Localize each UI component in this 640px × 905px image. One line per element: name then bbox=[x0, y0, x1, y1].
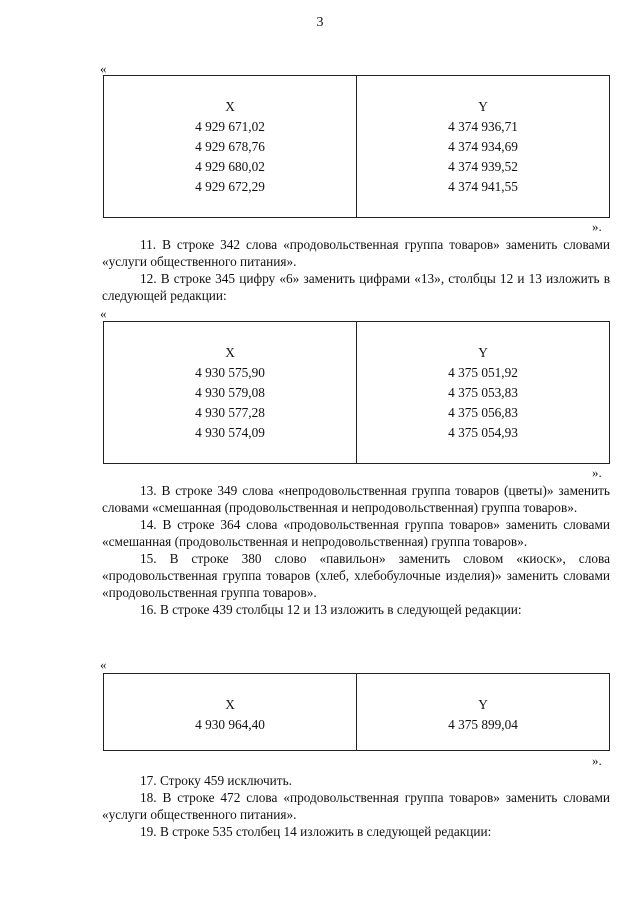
paragraph-16: 16. В строке 439 столбцы 12 и 13 изложить в следующей редакции: bbox=[140, 602, 522, 617]
x-header: X bbox=[225, 99, 235, 114]
paragraph-17: 17. Строку 459 исключить. bbox=[140, 773, 292, 788]
y-header: Y bbox=[478, 99, 488, 114]
x-value: 4 929 680,02 bbox=[195, 159, 265, 174]
x-header: X bbox=[225, 697, 235, 712]
paragraph-14: 14. В строке 364 слова «продовольственная группа товаров» заменить словами «смешанная (продовольственная и непродовольственная) группа товаров». bbox=[102, 517, 610, 549]
y-value: 4 375 053,83 bbox=[448, 385, 518, 400]
x-column bbox=[104, 674, 357, 751]
coordinates-table bbox=[103, 321, 610, 464]
paragraph-11-block bbox=[102, 236, 610, 304]
paragraph-13: 13. В строке 349 слова «непродовольственная группа товаров (цветы)» заменить словами «смешанная (продовольственная и непродовольственная) группа товаров». bbox=[102, 483, 610, 515]
y-header: Y bbox=[478, 697, 488, 712]
y-column bbox=[357, 76, 610, 218]
x-value: 4 929 671,02 bbox=[195, 119, 265, 134]
paragraph-18: 18. В строке 472 слова «продовольственная группа товаров» заменить словами «услуги общественного питания». bbox=[102, 790, 610, 822]
y-value: 4 374 939,52 bbox=[448, 159, 518, 174]
x-value: 4 929 672,29 bbox=[195, 179, 265, 194]
opening-quote: « bbox=[100, 61, 107, 76]
paragraph-15: 15. В строке 380 слово «павильон» заменить словом «киоск», слова «продовольственная группа товаров (хлеб, хлебобулочные изделия)» заменить словами «продовольственная группа товаров». bbox=[102, 551, 610, 600]
paragraph-12: 12. В строке 345 цифру «6» заменить цифрами «13», столбцы 12 и 13 изложить в следующей редакции: bbox=[102, 271, 610, 303]
closing-quote: ». bbox=[592, 219, 602, 234]
coordinates-table bbox=[103, 75, 610, 218]
x-header: X bbox=[225, 345, 235, 360]
y-value: 4 374 936,71 bbox=[448, 119, 518, 134]
y-value: 4 374 941,55 bbox=[448, 179, 518, 194]
y-header: Y bbox=[478, 345, 488, 360]
x-value: 4 930 574,09 bbox=[195, 425, 265, 440]
y-value: 4 375 899,04 bbox=[448, 717, 518, 732]
x-column bbox=[104, 76, 357, 218]
closing-quote: ». bbox=[592, 465, 602, 480]
x-value: 4 930 964,40 bbox=[195, 717, 265, 732]
page-number: 3 bbox=[316, 15, 324, 30]
y-value: 4 374 934,69 bbox=[448, 139, 518, 154]
paragraphs-17-19-block bbox=[102, 772, 610, 840]
x-value: 4 930 577,28 bbox=[195, 405, 265, 420]
opening-quote: « bbox=[100, 306, 107, 321]
paragraph-19: 19. В строке 535 столбец 14 изложить в следующей редакции: bbox=[140, 824, 492, 839]
x-column bbox=[104, 322, 357, 464]
opening-quote: « bbox=[100, 657, 107, 672]
closing-quote: ». bbox=[592, 753, 602, 768]
x-value: 4 930 575,90 bbox=[195, 365, 265, 380]
x-value: 4 930 579,08 bbox=[195, 385, 265, 400]
y-column bbox=[357, 674, 610, 751]
paragraph-11: 11. В строке 342 слова «продовольственная группа товаров» заменить словами «услуги общественного питания». bbox=[102, 237, 610, 269]
y-value: 4 375 056,83 bbox=[448, 405, 518, 420]
paragraphs-13-16-block bbox=[102, 482, 610, 618]
x-value: 4 929 678,76 bbox=[195, 139, 265, 154]
coordinates-table bbox=[103, 673, 610, 751]
y-value: 4 375 051,92 bbox=[448, 365, 518, 380]
y-column bbox=[357, 322, 610, 464]
y-value: 4 375 054,93 bbox=[448, 425, 518, 440]
